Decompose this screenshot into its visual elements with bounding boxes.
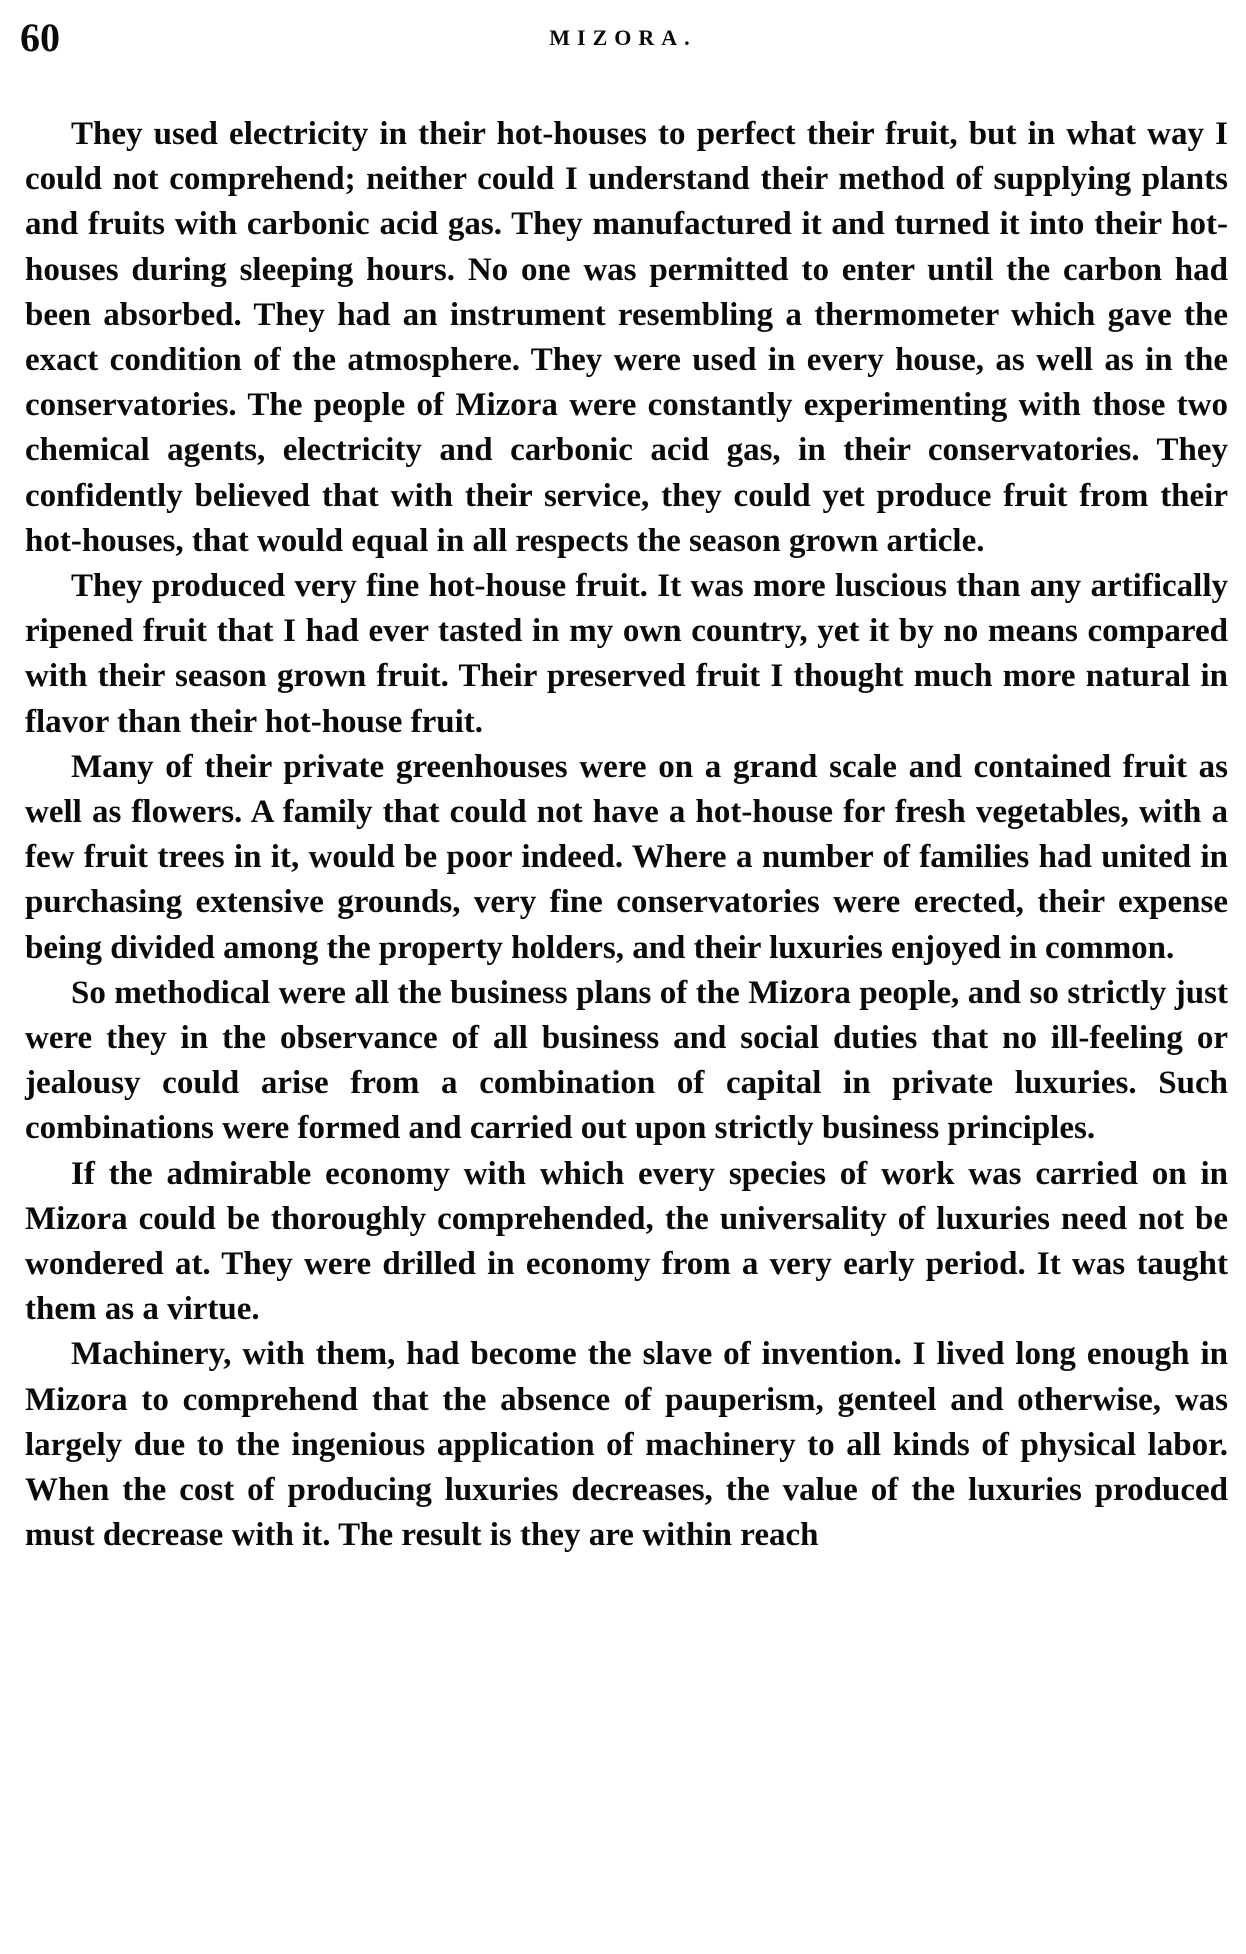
body-text xyxy=(25,112,1228,1559)
paragraph-economy: If the admirable economy with which every species of work was carried on in Mizora could be thoroughly comprehended, the universality of luxuries need not be wondered at. They were drilled in economy from a very early period. It was taught them as a virtue. xyxy=(25,1155,1228,1328)
paragraph-business-plans: So methodical were all the business plans of the Mizora people, and so strictly just were they in the observance of all business and social duties that no ill-feeling or jealousy could arise from a combination of capital in private luxuries. Such combinations were formed and carried out upon strictly business principles. xyxy=(25,974,1228,1147)
page-number: 60 xyxy=(20,15,60,60)
running-title: MIZORA. xyxy=(549,25,697,50)
paragraph-private-greenhouses: Many of their private greenhouses were on a grand scale and contained fruit as well as flowers. A family that could not have a hot-house for fresh vegetables, with a few fruit trees in it, would be poor indeed. Where a number of families had united in purchasing extensive grounds, very fine conservatories were erected, their expense being divided among the property holders, and their luxuries enjoyed in common. xyxy=(25,748,1228,966)
paragraph-machinery: Machinery, with them, had become the slave of invention. I lived long enough in Mizora to comprehend that the absence of pauperism, genteel and otherwise, was largely due to the ingenious application of machinery to all kinds of physical labor. When the cost of producing luxuries decreases, the value of the luxuries produced must decrease with it. The result is they are within reach xyxy=(25,1336,1228,1554)
paragraph-electricity-hothouses: They used electricity in their hot-houses to perfect their fruit, but in what way I could not comprehend; neither could I understand their method of supplying plants and fruits with carbonic acid gas. They manufactured it and turned it into their hot-houses during sleeping hours. No one was permitted to enter until the carbon had been absorbed. They had an instrument resembling a thermometer which gave the exact condition of the atmosphere. They were used in every house, as well as in the conservatories. The people of Mizora were constantly experimenting with those two chemical agents, electricity and carbonic acid gas, in their conservatories. They confidently believed that with their service, they could yet produce fruit from their hot-houses, that would equal in all respects the season grown article. xyxy=(25,116,1228,559)
paragraph-hothouse-fruit: They produced very fine hot-house fruit. It was more luscious than any artifically ripened fruit that I had ever tasted in my own country, yet it by no means compared with their season grown fruit. Their preserved fruit I thought much more natural in flavor than their hot-house fruit. xyxy=(25,568,1228,740)
